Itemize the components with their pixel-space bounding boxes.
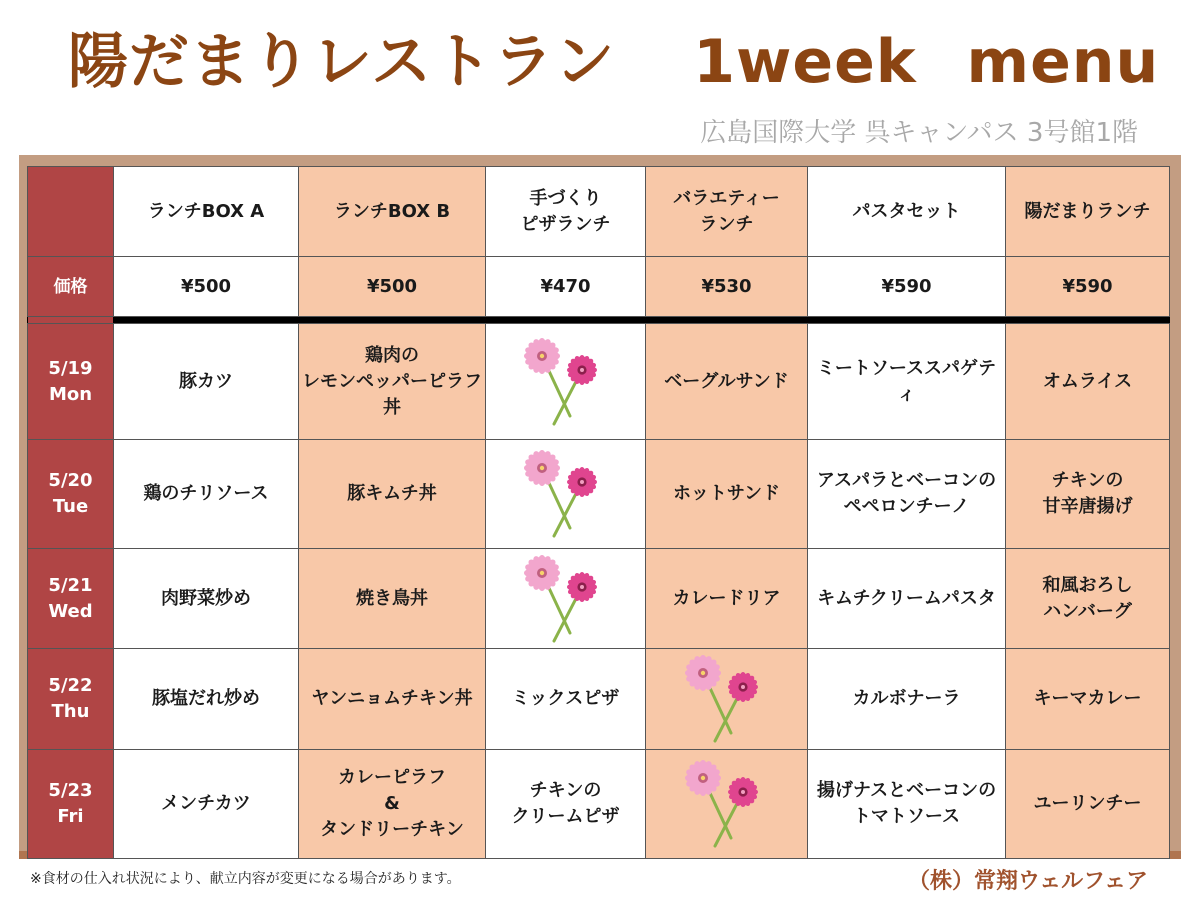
price-cell: ¥500	[299, 257, 486, 317]
menu-item: 豚キムチ丼	[299, 440, 486, 549]
price-cell: ¥590	[1006, 257, 1170, 317]
day-date: 5/19	[48, 357, 93, 379]
day-date: 5/22	[48, 675, 93, 696]
price-cell: ¥470	[486, 257, 646, 317]
day-row	[28, 649, 1170, 750]
menu-item: ベーグルサンド	[646, 324, 808, 440]
price-label: 価格	[28, 257, 114, 317]
menu-item: 豚塩だれ炒め	[114, 649, 299, 750]
day-row	[28, 440, 1170, 549]
day-weekday: Fri	[57, 806, 84, 827]
flower-icon	[648, 651, 805, 747]
menu-item: オムライス	[1006, 324, 1170, 440]
menu-item: 鶏肉の レモンペッパーピラフ丼	[299, 324, 486, 440]
day-row	[28, 324, 1170, 440]
day-label	[28, 324, 114, 440]
footnote: ※食材の仕入れ状況により、献立内容が変更になる場合があります。	[30, 871, 461, 887]
menu-item: カレードリア	[646, 549, 808, 649]
menu-item: アスパラとベーコンの ペペロンチーノ	[808, 440, 1006, 549]
menu-item: 和風おろし ハンバーグ	[1006, 549, 1170, 649]
location-subtitle: 広島国際大学 呉キャンパス 3号館1階	[700, 118, 1138, 148]
day-row	[28, 549, 1170, 649]
flower-cell	[646, 649, 808, 750]
menu-item: チキンの 甘辛唐揚げ	[1006, 440, 1170, 549]
menu-item: ホットサンド	[646, 440, 808, 549]
day-weekday: Tue	[52, 496, 89, 517]
day-row	[28, 750, 1170, 859]
day-label	[28, 649, 114, 750]
menu-item: カレーピラフ & タンドリーチキン	[299, 750, 486, 859]
menu-item: カルボナーラ	[808, 649, 1006, 750]
menu-item: チキンの クリームピザ	[486, 750, 646, 859]
header-row	[28, 167, 1170, 257]
day-label	[28, 549, 114, 649]
flower-icon	[488, 446, 643, 542]
menu-item: ヤンニョムチキン丼	[299, 649, 486, 750]
day-label	[28, 440, 114, 549]
col-header: 陽だまりランチ	[1006, 167, 1170, 257]
company-name: （株）常翔ウェルフェア	[907, 869, 1148, 894]
flower-cell	[486, 440, 646, 549]
menu-item: ミートソーススパゲティ	[808, 324, 1006, 440]
col-header: バラエティー ランチ	[646, 167, 808, 257]
day-weekday: Wed	[48, 600, 93, 622]
menu-item: 肉野菜炒め	[114, 549, 299, 649]
menu-item: 鶏のチリソース	[114, 440, 299, 549]
flower-cell	[486, 324, 646, 440]
day-weekday: Thu	[51, 701, 90, 722]
title-jp: 陽だまりレストラン	[68, 27, 616, 97]
menu-item: キーマカレー	[1006, 649, 1170, 750]
menu-item: キムチクリームパスタ	[808, 549, 1006, 649]
separator-line	[114, 317, 1170, 324]
price-row	[28, 257, 1170, 317]
col-header: パスタセット	[808, 167, 1006, 257]
day-label	[28, 750, 114, 859]
price-cell: ¥500	[114, 257, 299, 317]
separator-side	[28, 317, 114, 324]
price-cell: ¥530	[646, 257, 808, 317]
menu-item: 揚げナスとベーコンの トマトソース	[808, 750, 1006, 859]
title-en: 1week menu	[693, 27, 1160, 97]
weekly-menu-table	[27, 166, 1170, 859]
flower-icon	[648, 756, 805, 852]
col-header: 手づくり ピザランチ	[486, 167, 646, 257]
day-weekday: Mon	[48, 383, 93, 405]
menu-item: ユーリンチー	[1006, 750, 1170, 859]
menu-item: 焼き鳥丼	[299, 549, 486, 649]
col-header: ランチBOX B	[299, 167, 486, 257]
day-date: 5/21	[48, 574, 93, 596]
menu-item: ミックスピザ	[486, 649, 646, 750]
corner-cell	[28, 167, 114, 257]
flower-cell	[646, 750, 808, 859]
menu-item: メンチカツ	[114, 750, 299, 859]
flower-icon	[488, 334, 643, 430]
menu-item: 豚カツ	[114, 324, 299, 440]
separator-row	[28, 317, 1170, 324]
flower-icon	[488, 551, 643, 647]
day-date: 5/20	[48, 470, 93, 491]
page-title	[68, 22, 1160, 102]
price-cell: ¥590	[808, 257, 1006, 317]
flower-cell	[486, 549, 646, 649]
col-header: ランチBOX A	[114, 167, 299, 257]
day-date: 5/23	[48, 780, 93, 801]
